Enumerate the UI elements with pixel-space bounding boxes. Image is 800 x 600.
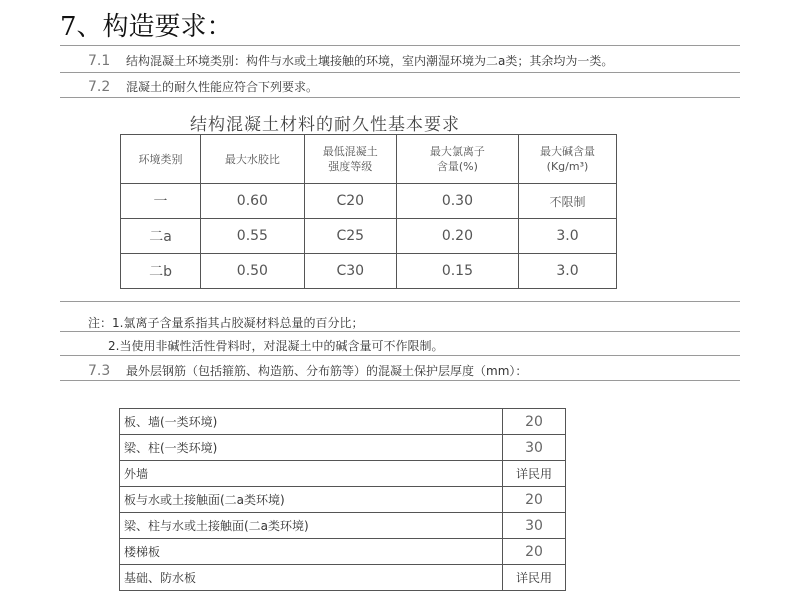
table-header-cell [121,135,201,184]
header-line: 最大水胶比 [224,152,280,166]
thickness-cell: 30 [503,513,566,539]
table-cell: 二a [121,219,201,254]
component-cell: 板与水或土接触面(二a类环境) [120,487,503,513]
header-line: 最低混凝土 [322,145,378,158]
header-line: (Kg/m³) [546,160,589,173]
divider [60,331,740,332]
thickness-cell: 20 [503,487,566,513]
thickness-cell: 详民用 [503,461,566,487]
header-line: 环境类别 [138,152,183,166]
section-7-1 [88,52,613,69]
section-text: 结构混凝土环境类别：构件与水或土壤接触的环境，室内潮湿环境为二a类；其余均为一类。 [126,54,614,68]
section-text: 最外层钢筋（包括箍筋、构造筋、分布筋等）的混凝土保护层厚度（mm）： [126,364,528,378]
table-cell: 二b [121,254,201,289]
table-row [120,435,566,461]
divider [60,355,740,356]
table-cell: 0.60 [201,184,305,219]
component-cell: 梁、柱与水或土接触面(二a类环境) [120,513,503,539]
component-cell: 外墙 [120,461,503,487]
cover-thickness-table [119,408,566,591]
section-text: 混凝土的耐久性能应符合下列要求。 [126,80,319,94]
table-cell: C30 [304,254,396,289]
table-row [120,539,566,565]
table-cell: 0.15 [396,254,518,289]
table-cell: 0.55 [201,219,305,254]
table-row [120,409,566,435]
header-line: 最大碱含量 [539,145,595,158]
divider [60,97,740,98]
section-number: 7.2 [88,79,111,95]
table-row [120,487,566,513]
table-row [120,461,566,487]
note-2: 2.当使用非碱性活性骨料时，对混凝土中的碱含量可不作限制。 [108,339,444,353]
component-cell: 板、墙(一类环境) [120,409,503,435]
component-cell: 楼梯板 [120,539,503,565]
header-line: 含量(%) [436,160,478,173]
table-row [121,219,617,254]
table-cell: 3.0 [518,254,616,289]
divider [60,45,740,46]
divider [60,72,740,73]
section-7-2 [88,78,318,95]
note-1: 注：1.氯离子含量系指其占胶凝材料总量的百分比； [88,316,364,330]
table-cell: 3.0 [518,219,616,254]
table-cell: 0.30 [396,184,518,219]
table-row [121,184,617,219]
section-number: 7.1 [88,53,111,69]
thickness-cell: 30 [503,435,566,461]
thickness-cell: 20 [503,539,566,565]
table-cell: C20 [304,184,396,219]
header-line: 最大氯离子 [429,145,485,158]
table-header-cell [201,135,305,184]
thickness-cell: 详民用 [503,565,566,591]
table-header-cell [518,135,616,184]
table-cell: 0.20 [396,219,518,254]
table-row [120,565,566,591]
section-number: 7.3 [88,363,111,379]
table-header-cell [396,135,518,184]
table-row [120,513,566,539]
durability-table [120,134,617,289]
component-cell: 梁、柱(一类环境) [120,435,503,461]
table-cell: 不限制 [518,184,616,219]
table-header-cell [304,135,396,184]
divider [60,380,740,381]
header-line: 强度等级 [328,160,373,173]
table-cell: 一 [121,184,201,219]
table-caption: 结构混凝土材料的耐久性基本要求 [190,115,460,135]
divider [60,301,740,302]
component-cell: 基础、防水板 [120,565,503,591]
table-cell: C25 [304,219,396,254]
page-title: 7、构造要求： [60,12,233,42]
thickness-cell: 20 [503,409,566,435]
table-cell: 0.50 [201,254,305,289]
section-7-3 [88,362,527,379]
table-row [121,254,617,289]
